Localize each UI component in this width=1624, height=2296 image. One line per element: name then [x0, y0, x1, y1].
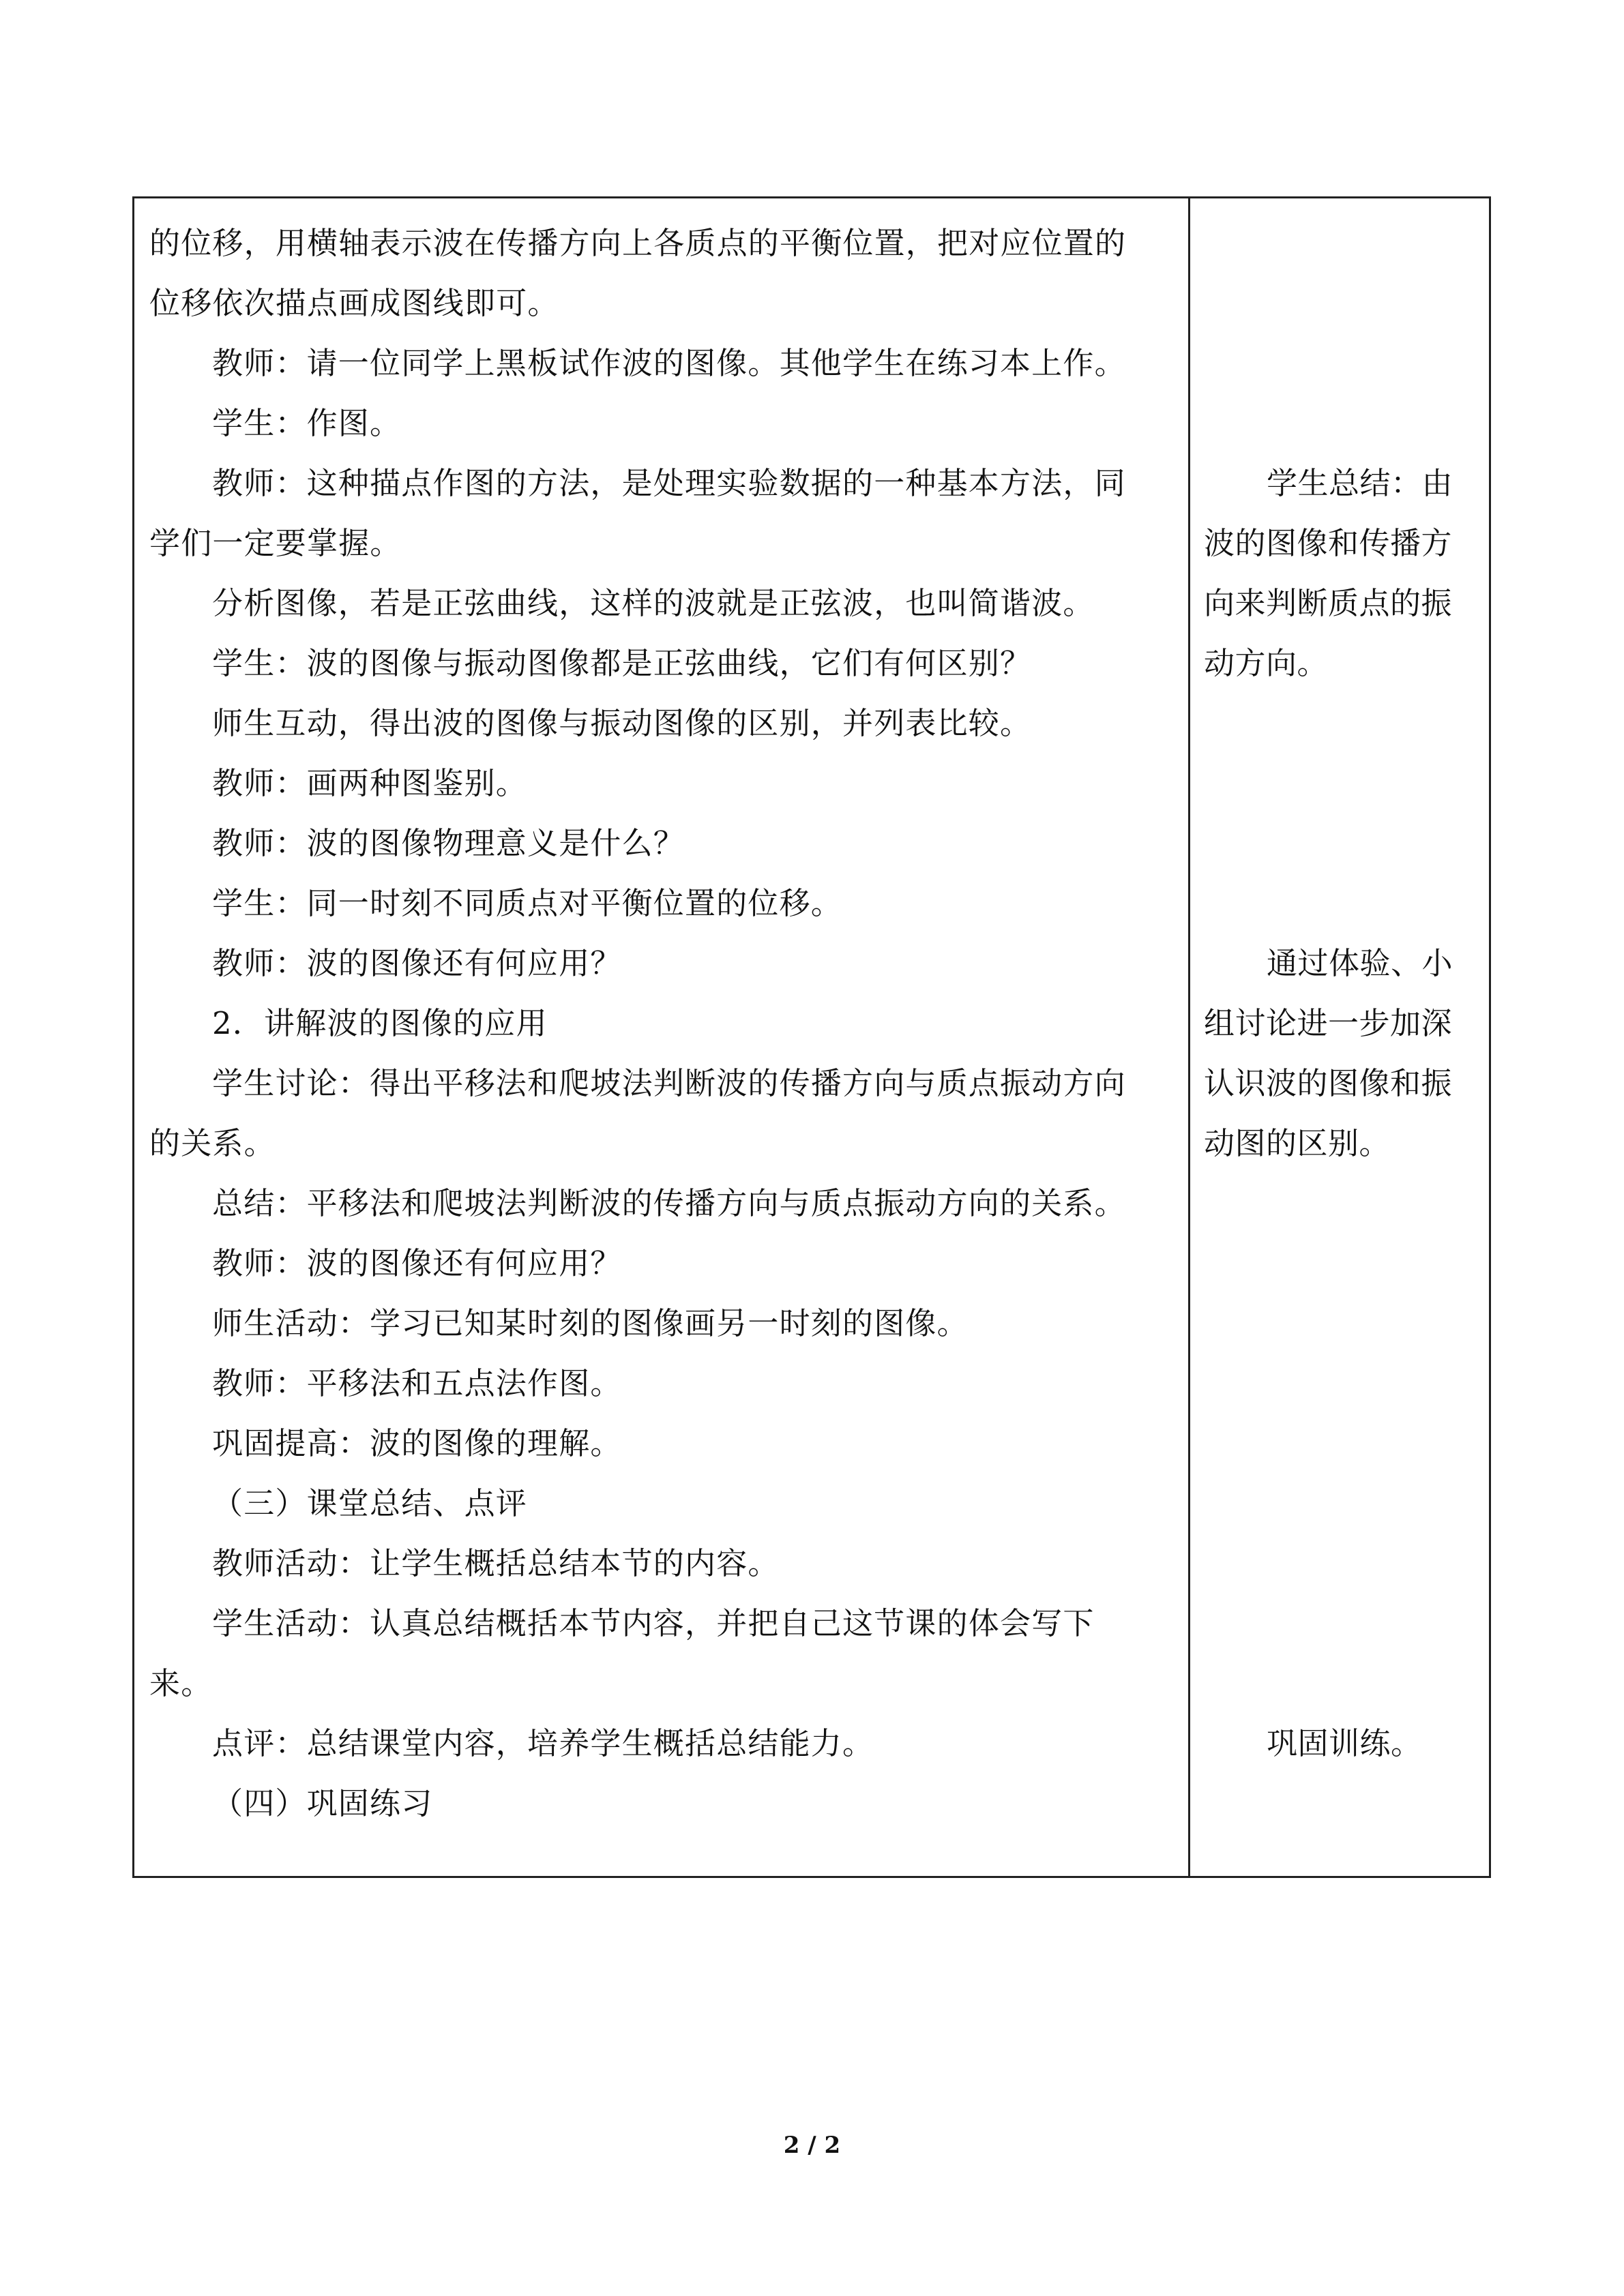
paragraph-line: 教师：波的图像物理意义是什么？ — [212, 825, 685, 861]
side-note-line: 动图的区别。 — [1204, 1125, 1391, 1161]
lesson-process-column — [149, 213, 1176, 1834]
side-note-summary — [1204, 453, 1483, 694]
paragraph-line: 教师：波的图像还有何应用？ — [212, 1245, 622, 1281]
paragraph-line: 学生：同一时刻不同质点对平衡位置的位移。 — [212, 885, 843, 921]
paragraph-line: 教师：请一位同学上黑板试作波的图像。其他学生在练习本上作。 — [212, 345, 1126, 381]
paragraph-line: 学们一定要掌握。 — [149, 525, 402, 561]
paragraph-line: 的关系。 — [149, 1125, 276, 1161]
side-note-line: 学生总结：由 — [1267, 465, 1453, 501]
paragraph-line: 师生互动，得出波的图像与振动图像的区别，并列表比较。 — [212, 705, 1032, 741]
paragraph-line: 学生：作图。 — [212, 405, 402, 441]
paragraph-line: 教师：画两种图鉴别。 — [212, 765, 528, 801]
paragraph-line: （四）巩固练习 — [212, 1785, 433, 1821]
paragraph-line: （三）课堂总结、点评 — [212, 1485, 528, 1521]
paragraph-line: 巩固提高：波的图像的理解。 — [212, 1425, 622, 1461]
paragraph-line: 总结：平移法和爬坡法判断波的传播方向与质点振动方向的关系。 — [212, 1185, 1126, 1221]
page-number: 2 / 2 — [783, 2132, 841, 2159]
side-note-line: 巩固训练。 — [1267, 1725, 1422, 1761]
lesson-table — [132, 196, 1491, 1878]
side-note-line: 组讨论进一步加深 — [1204, 1005, 1453, 1041]
side-note-line: 认识波的图像和振 — [1204, 1065, 1453, 1101]
side-note-line: 动方向。 — [1204, 645, 1329, 681]
paragraph-line: 学生：波的图像与振动图像都是正弦曲线，它们有何区别？ — [212, 645, 1032, 681]
paragraph-line: 教师活动：让学生概括总结本节的内容。 — [212, 1545, 780, 1581]
paragraph-line: 来。 — [149, 1665, 213, 1701]
side-note-practice — [1204, 1714, 1483, 1774]
column-divider — [1188, 198, 1190, 1876]
paragraph-line: 2．讲解波的图像的应用 — [212, 1005, 548, 1041]
paragraph-line: 学生讨论：得出平移法和爬坡法判断波的传播方向与质点振动方向 — [212, 1065, 1126, 1101]
side-note-line: 通过体验、小 — [1267, 945, 1453, 981]
paragraph-line: 位移依次描点画成图线即可。 — [149, 285, 559, 321]
paragraph-line: 分析图像，若是正弦曲线，这样的波就是正弦波，也叫简谐波。 — [212, 585, 1095, 621]
paragraph-line: 的位移，用横轴表示波在传播方向上各质点的平衡位置，把对应位置的 — [149, 225, 1127, 261]
paragraph-line: 教师：平移法和五点法作图。 — [212, 1365, 622, 1401]
paragraph-line: 点评：总结课堂内容，培养学生概括总结能力。 — [212, 1725, 874, 1761]
side-note-discussion — [1204, 934, 1483, 1174]
paragraph-line: 教师：这种描点作图的方法，是处理实验数据的一种基本方法，同 — [212, 465, 1126, 501]
design-intent-column — [1204, 198, 1483, 1876]
side-note-line: 向来判断质点的振 — [1204, 585, 1453, 621]
paragraph-line: 教师：波的图像还有何应用？ — [212, 945, 622, 981]
paragraph-line: 学生活动：认真总结概括本节内容，并把自己这节课的体会写下 — [212, 1605, 1095, 1641]
paragraph-line: 师生活动：学习已知某时刻的图像画另一时刻的图像。 — [212, 1305, 969, 1341]
side-note-line: 波的图像和传播方 — [1204, 525, 1453, 561]
